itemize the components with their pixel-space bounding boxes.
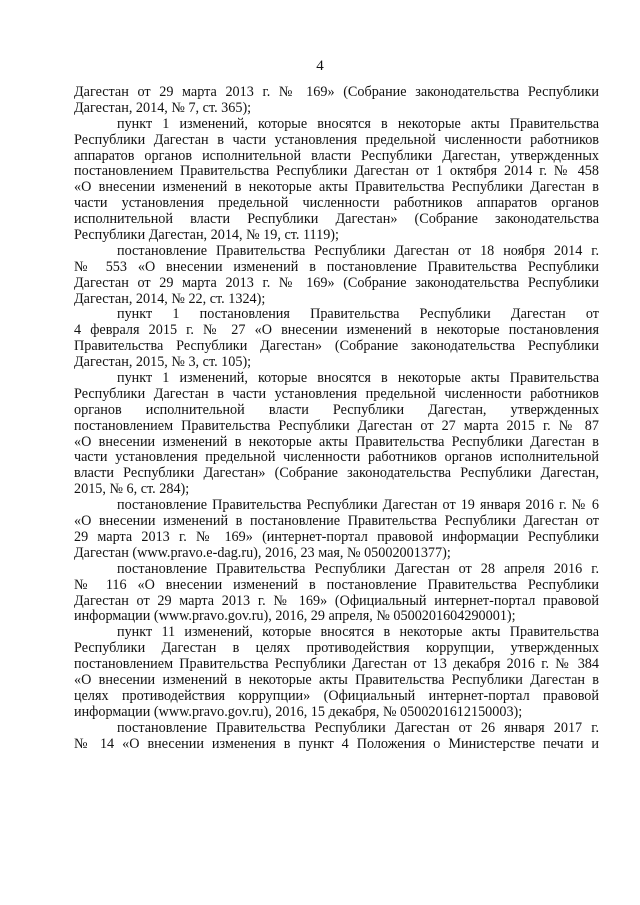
text-line: постановлением Правительства Республики Дагестан от 13 декабря 2016 г. № 384 <box>74 657 599 673</box>
text-line: № 14 «О внесении изменения в пункт 4 Положения о Министерстве печати и <box>74 736 599 752</box>
text-line: Дагестан, 2015, № 3, ст. 105); <box>74 355 252 371</box>
text-line: постановление Правительства Республики Дагестан от 19 января 2016 г. № 6 <box>117 498 599 514</box>
text-line: «О внесении изменений в постановление Правительства Республики Дагестан от <box>74 514 599 530</box>
text-line: пункт 1 изменений, которые вносятся в некоторые акты Правительства <box>117 371 599 387</box>
text-line: 4 февраля 2015 г. № 27 «О внесении изменений в некоторые постановления <box>74 323 599 339</box>
text-line: 29 марта 2013 г. № 169» (интернет-портал правовой информации Республики <box>74 529 599 545</box>
text-line: власти Республики Дагестан» (Собрание законодательства Республики Дагестан, <box>74 466 599 482</box>
text-line: Дагестан (www.pravo.e-dag.ru), 2016, 23 мая, № 05002001377); <box>74 545 451 561</box>
text-line: пункт 11 изменений, которые вносятся в некоторые акты Правительства <box>117 625 599 641</box>
text-line: Дагестан, 2014, № 22, ст. 1324); <box>74 291 266 307</box>
text-line: 2015, № 6, ст. 284); <box>74 482 190 498</box>
text-line: постановление Правительства Республики Дагестан от 28 апреля 2016 г. <box>117 561 599 577</box>
text-line: «О внесении изменений в некоторые акты Правительства Республики Дагестан в <box>74 434 599 450</box>
text-line: Республики Дагестан, 2014, № 19, ст. 1119); <box>74 228 339 244</box>
text-line: Дагестан от 29 марта 2013 г. № 169» (Собрание законодательства Республики <box>74 85 599 100</box>
text-line: Республики Дагестан в целях противодействия коррупции, утвержденных <box>74 641 599 657</box>
text-line: части установления предельной численности работников аппаратов органов <box>74 196 599 212</box>
text-line: Дагестан от 29 марта 2013 г. № 169» (Собрание законодательства Республики <box>74 275 599 291</box>
text-line: Республики Дагестан в части установления предельной численности работников <box>74 386 599 402</box>
text-line: «О внесении изменений в некоторые акты Правительства Республики Дагестан в <box>74 672 599 688</box>
text-line: постановлением Правительства Республики Дагестан от 1 октября 2014 г. № 458 <box>74 164 599 180</box>
text-line: пункт 1 изменений, которые вносятся в некоторые акты Правительства <box>117 116 599 132</box>
text-line: информации (www.pravo.gov.ru), 2016, 29 апреля, № 0500201604290001); <box>74 609 516 625</box>
text-line: Правительства Республики Дагестан» (Собрание законодательства Республики <box>74 339 599 355</box>
text-line: постановление Правительства Республики Дагестан от 26 января 2017 г. <box>117 720 599 736</box>
text-line: исполнительной власти Республики Дагестан» (Собрание законодательства <box>74 212 599 228</box>
text-line: № 553 «О внесении изменений в постановление Правительства Республики <box>74 259 599 275</box>
text-line: части установления предельной численности работников органов исполнительной <box>74 450 599 466</box>
text-line: аппаратов органов исполнительной власти Республики Дагестан, утвержденных <box>74 148 599 164</box>
text-line: информации (www.pravo.gov.ru), 2016, 15 декабря, № 0500201612150003); <box>74 704 523 720</box>
text-line: «О внесении изменений в некоторые акты Правительства Республики Дагестан в <box>74 180 599 196</box>
text-line: Дагестан от 29 марта 2013 г. № 169» (Официальный интернет-портал правовой <box>74 593 599 609</box>
text-line: органов исполнительной власти Республики Дагестан, утвержденных <box>74 402 599 418</box>
text-line: Республики Дагестан в части установления предельной численности работников <box>74 132 599 148</box>
text-line: № 116 «О внесении изменений в постановление Правительства Республики <box>74 577 599 593</box>
text-line: пункт 1 постановления Правительства Республики Дагестан от <box>117 307 599 323</box>
text-line: целях противодействия коррупции» (Официальный интернет-портал правовой <box>74 688 599 704</box>
text-line: Дагестан, 2014, № 7, ст. 365); <box>74 100 252 116</box>
text-line: постановлением Правительства Республики Дагестан от 27 марта 2015 г. № 87 <box>74 418 599 434</box>
document-body <box>74 85 599 752</box>
text-line: постановление Правительства Республики Дагестан от 18 ноября 2014 г. <box>117 243 599 259</box>
page-number: 4 <box>316 58 324 74</box>
